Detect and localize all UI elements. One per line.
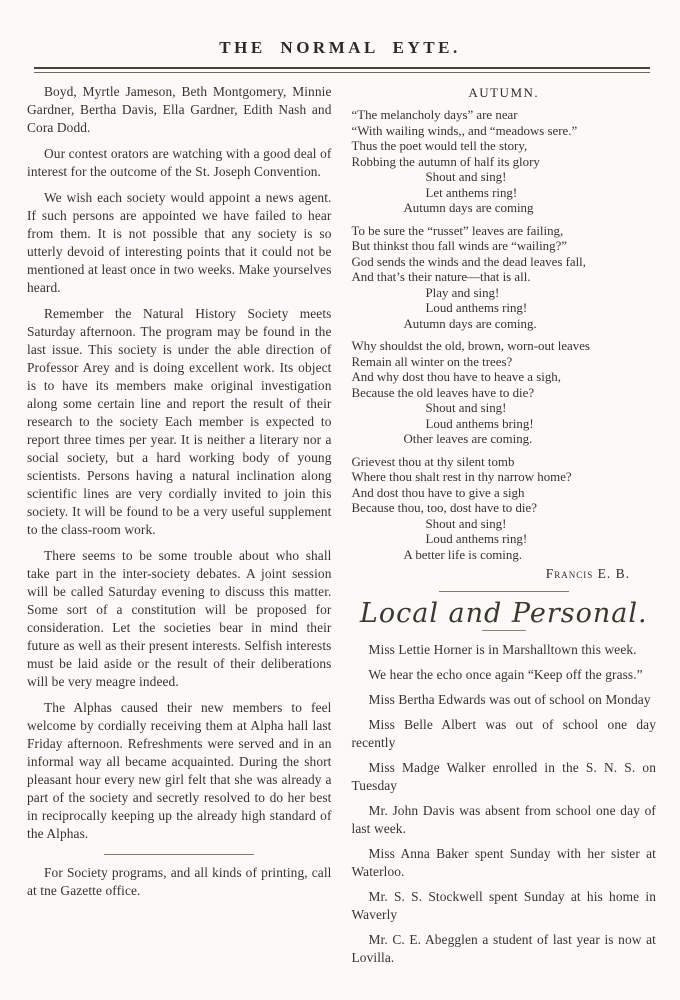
printing-notice: For Society programs, and all kinds of printing, call at tne Gazette office. — [27, 865, 332, 898]
news-item: Mr. S. S. Stockwell spent Sunday at his home in Waverly — [351, 889, 656, 922]
left-paragraphs — [27, 83, 332, 843]
poem-line: Grievest thou at thy silent tomb — [351, 454, 515, 469]
heading-flourish — [482, 630, 526, 631]
poem-line: And that’s their nature—that is all. — [351, 270, 531, 284]
news-item: Miss Bertha Edwards was out of school on Monday — [368, 692, 651, 707]
poem-line: God sends the winds and the dead leaves fall, — [351, 254, 586, 269]
poem-line: Thus the poet would tell the story, — [351, 139, 528, 153]
poem-line: Let anthems ring! — [425, 185, 518, 200]
paragraph: Boyd, Myrtle Jameson, Beth Montgomery, Minnie Gardner, Bertha Davis, Ella Gardner, Edith Nash and Cora Dodd. — [27, 84, 332, 135]
poem-line: Where thou shalt rest in thy narrow home? — [351, 470, 572, 484]
poem-line: Shout and sing! — [425, 516, 507, 531]
poem-line: Robbing the autumn of half its glory — [351, 154, 540, 169]
poem-line: To be sure the “russet” leaves are failing, — [351, 223, 564, 238]
news-item: Miss Lettie Horner is in Marshalltown this week. — [368, 642, 637, 657]
poem-line: And dost thou have to give a sigh — [351, 485, 525, 500]
poem-line: Because the old leaves have to die? — [351, 385, 535, 400]
masthead-title: THE NORMAL EYTE. — [219, 38, 461, 57]
columns — [0, 73, 680, 974]
poem-line: Other leaves are coming. — [403, 432, 533, 446]
poem-line: Because thou, too, dost have to die? — [351, 501, 537, 515]
news-item: We hear the echo once again “Keep off the grass.” — [368, 667, 643, 682]
poem-line: And why dost thou have to heave a sigh, — [351, 370, 561, 384]
poem-line: “The melancholy days” are near — [351, 108, 518, 122]
paragraph: There seems to be some trouble about who shall take part in the inter-society debates. A joint session will be called Saturday evening to discuss this matter. Some sort of a constitution will be proposed for consideration. Let the societies bear in mind their future as well as their present interests. Selfish interests must be laid aside or the result of their deliberations will be very meagre indeed. — [27, 548, 332, 689]
news-item: Mr. C. E. Abegglen a student of last year is now at Lovilla. — [351, 932, 656, 965]
poem-line: Loud anthems bring! — [425, 416, 534, 431]
masthead — [0, 0, 680, 73]
news-item: Miss Madge Walker enrolled in the S. N. S. on Tuesday — [351, 760, 656, 793]
paragraph: Remember the Natural History Society meets Saturday afternoon. The program may be found in the last issue. This society is under the able direction of Professor Arey and is doing excellent work. Its object is to have its members make original investigation along some certain line and report the result of their research to the society Each member is expected to report three times per year. It is neither a literary nor a social society, but a hard working body of young scientists. Persons having a natural inclination along scientific lines are very cordially invited to join this society. It will be found to be a very useful supplement to the class-room work. — [27, 306, 332, 537]
poem-line: Autumn days are coming. — [403, 316, 537, 331]
poem-line: Loud anthems ring! — [425, 532, 528, 546]
poem-line: A better life is coming. — [403, 547, 522, 562]
poem-line: Autumn days are coming — [403, 201, 534, 215]
poem-line: Loud anthems ring! — [425, 301, 528, 315]
section-divider — [104, 854, 254, 855]
right-column — [352, 83, 657, 974]
news-item: Miss Anna Baker spent Sunday with her sister at Waterloo. — [351, 846, 656, 879]
local-personal-items — [352, 641, 657, 967]
poem-autumn — [352, 85, 657, 592]
poem-line: “With wailing winds,, and “meadows sere.” — [351, 123, 578, 138]
poem-line: Shout and sing! — [425, 170, 507, 184]
local-and-personal-section — [352, 598, 657, 967]
paragraph: The Alphas caused their new members to feel welcome by cordially receiving them at Alpha hall last Friday afternoon. Refreshments were served and in an informal way all became acquainted. During the short pleasant hour every new girl felt that she was already a part of the society and secretly resolved to do her best in reciprocally keeping up the already high standard of the Alphas. — [27, 700, 332, 841]
poem-title: AUTUMN. — [468, 85, 540, 100]
poem-line: Why shouldst the old, brown, worn-out leaves — [351, 339, 590, 353]
news-item: Mr. John Davis was absent from school one day of last week. — [351, 803, 656, 836]
paragraph: Our contest orators are watching with a good deal of interest for the outcome of the St. Joseph Convention. — [27, 146, 332, 179]
poem-line: Shout and sing! — [425, 401, 507, 415]
poem-signature: Francis E. B. — [545, 566, 630, 581]
poem-end-divider — [439, 591, 569, 592]
poem-line: Play and sing! — [425, 285, 500, 300]
paragraph: We wish each society would appoint a news agent. If such persons are appointed we have failed to hear from them. It is not possible that any society is so utterly devoid of interesting points that it could not be mentioned at least once in two weeks. Make yourselves heard. — [27, 190, 332, 295]
poem-line: But thinkst thou fall winds are “wailing?” — [351, 239, 568, 253]
poem-body — [352, 108, 657, 563]
local-and-personal-heading: Local and Personal. — [359, 598, 648, 629]
news-item: Miss Belle Albert was out of school one day recently — [351, 717, 656, 750]
left-column — [27, 83, 332, 974]
poem-line: Remain all winter on the trees? — [351, 354, 513, 369]
